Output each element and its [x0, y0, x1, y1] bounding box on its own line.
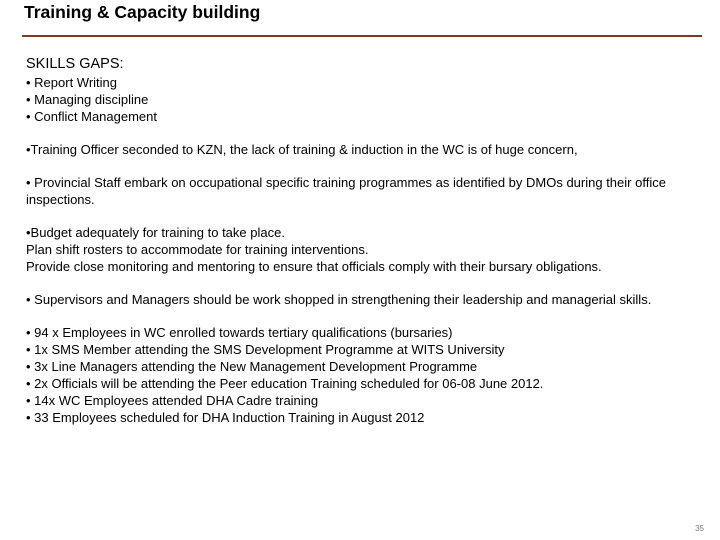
provincial-staff-paragraph: • Provincial Staff embark on occupational specific training programmes as identified by DMOs during their office inspections. — [26, 175, 666, 207]
achievements-list — [26, 324, 706, 426]
supervisors-paragraph: • Supervisors and Managers should be work shopped in strengthening their leadership and managerial skills. — [26, 292, 652, 307]
budget-line: •Budget adequately for training to take place. — [26, 225, 285, 240]
achievement-item: • 33 Employees scheduled for DHA Induction Training in August 2012 — [26, 410, 425, 425]
title-divider — [22, 35, 702, 37]
achievement-item: • 3x Line Managers attending the New Management Development Programme — [26, 359, 478, 374]
skills-gap-item: • Conflict Management — [26, 109, 158, 124]
budget-line: Provide close monitoring and mentoring to ensure that officials comply with their bursary obligations. — [26, 259, 602, 274]
slide-body — [26, 55, 706, 426]
budget-line: Plan shift rosters to accommodate for training interventions. — [26, 242, 369, 257]
achievement-item: • 2x Officials will be attending the Peer education Training scheduled for 06-08 June 2012. — [26, 376, 544, 391]
skills-gaps-heading: SKILLS GAPS: — [26, 56, 124, 72]
skills-gap-item: • Managing discipline — [26, 92, 149, 107]
skills-gap-item: • Report Writing — [26, 75, 118, 90]
budget-section — [26, 224, 706, 275]
achievement-item: • 14x WC Employees attended DHA Cadre training — [26, 393, 319, 408]
achievement-item: • 1x SMS Member attending the SMS Development Programme at WITS University — [26, 342, 505, 357]
achievement-item: • 94 x Employees in WC enrolled towards tertiary qualifications (bursaries) — [26, 325, 453, 340]
slide-title: Training & Capacity building — [24, 2, 261, 22]
training-officer-paragraph: •Training Officer seconded to KZN, the lack of training & induction in the WC is of huge concern, — [26, 142, 578, 157]
skills-gaps-section — [26, 55, 706, 125]
page-number: 35 — [695, 524, 704, 533]
